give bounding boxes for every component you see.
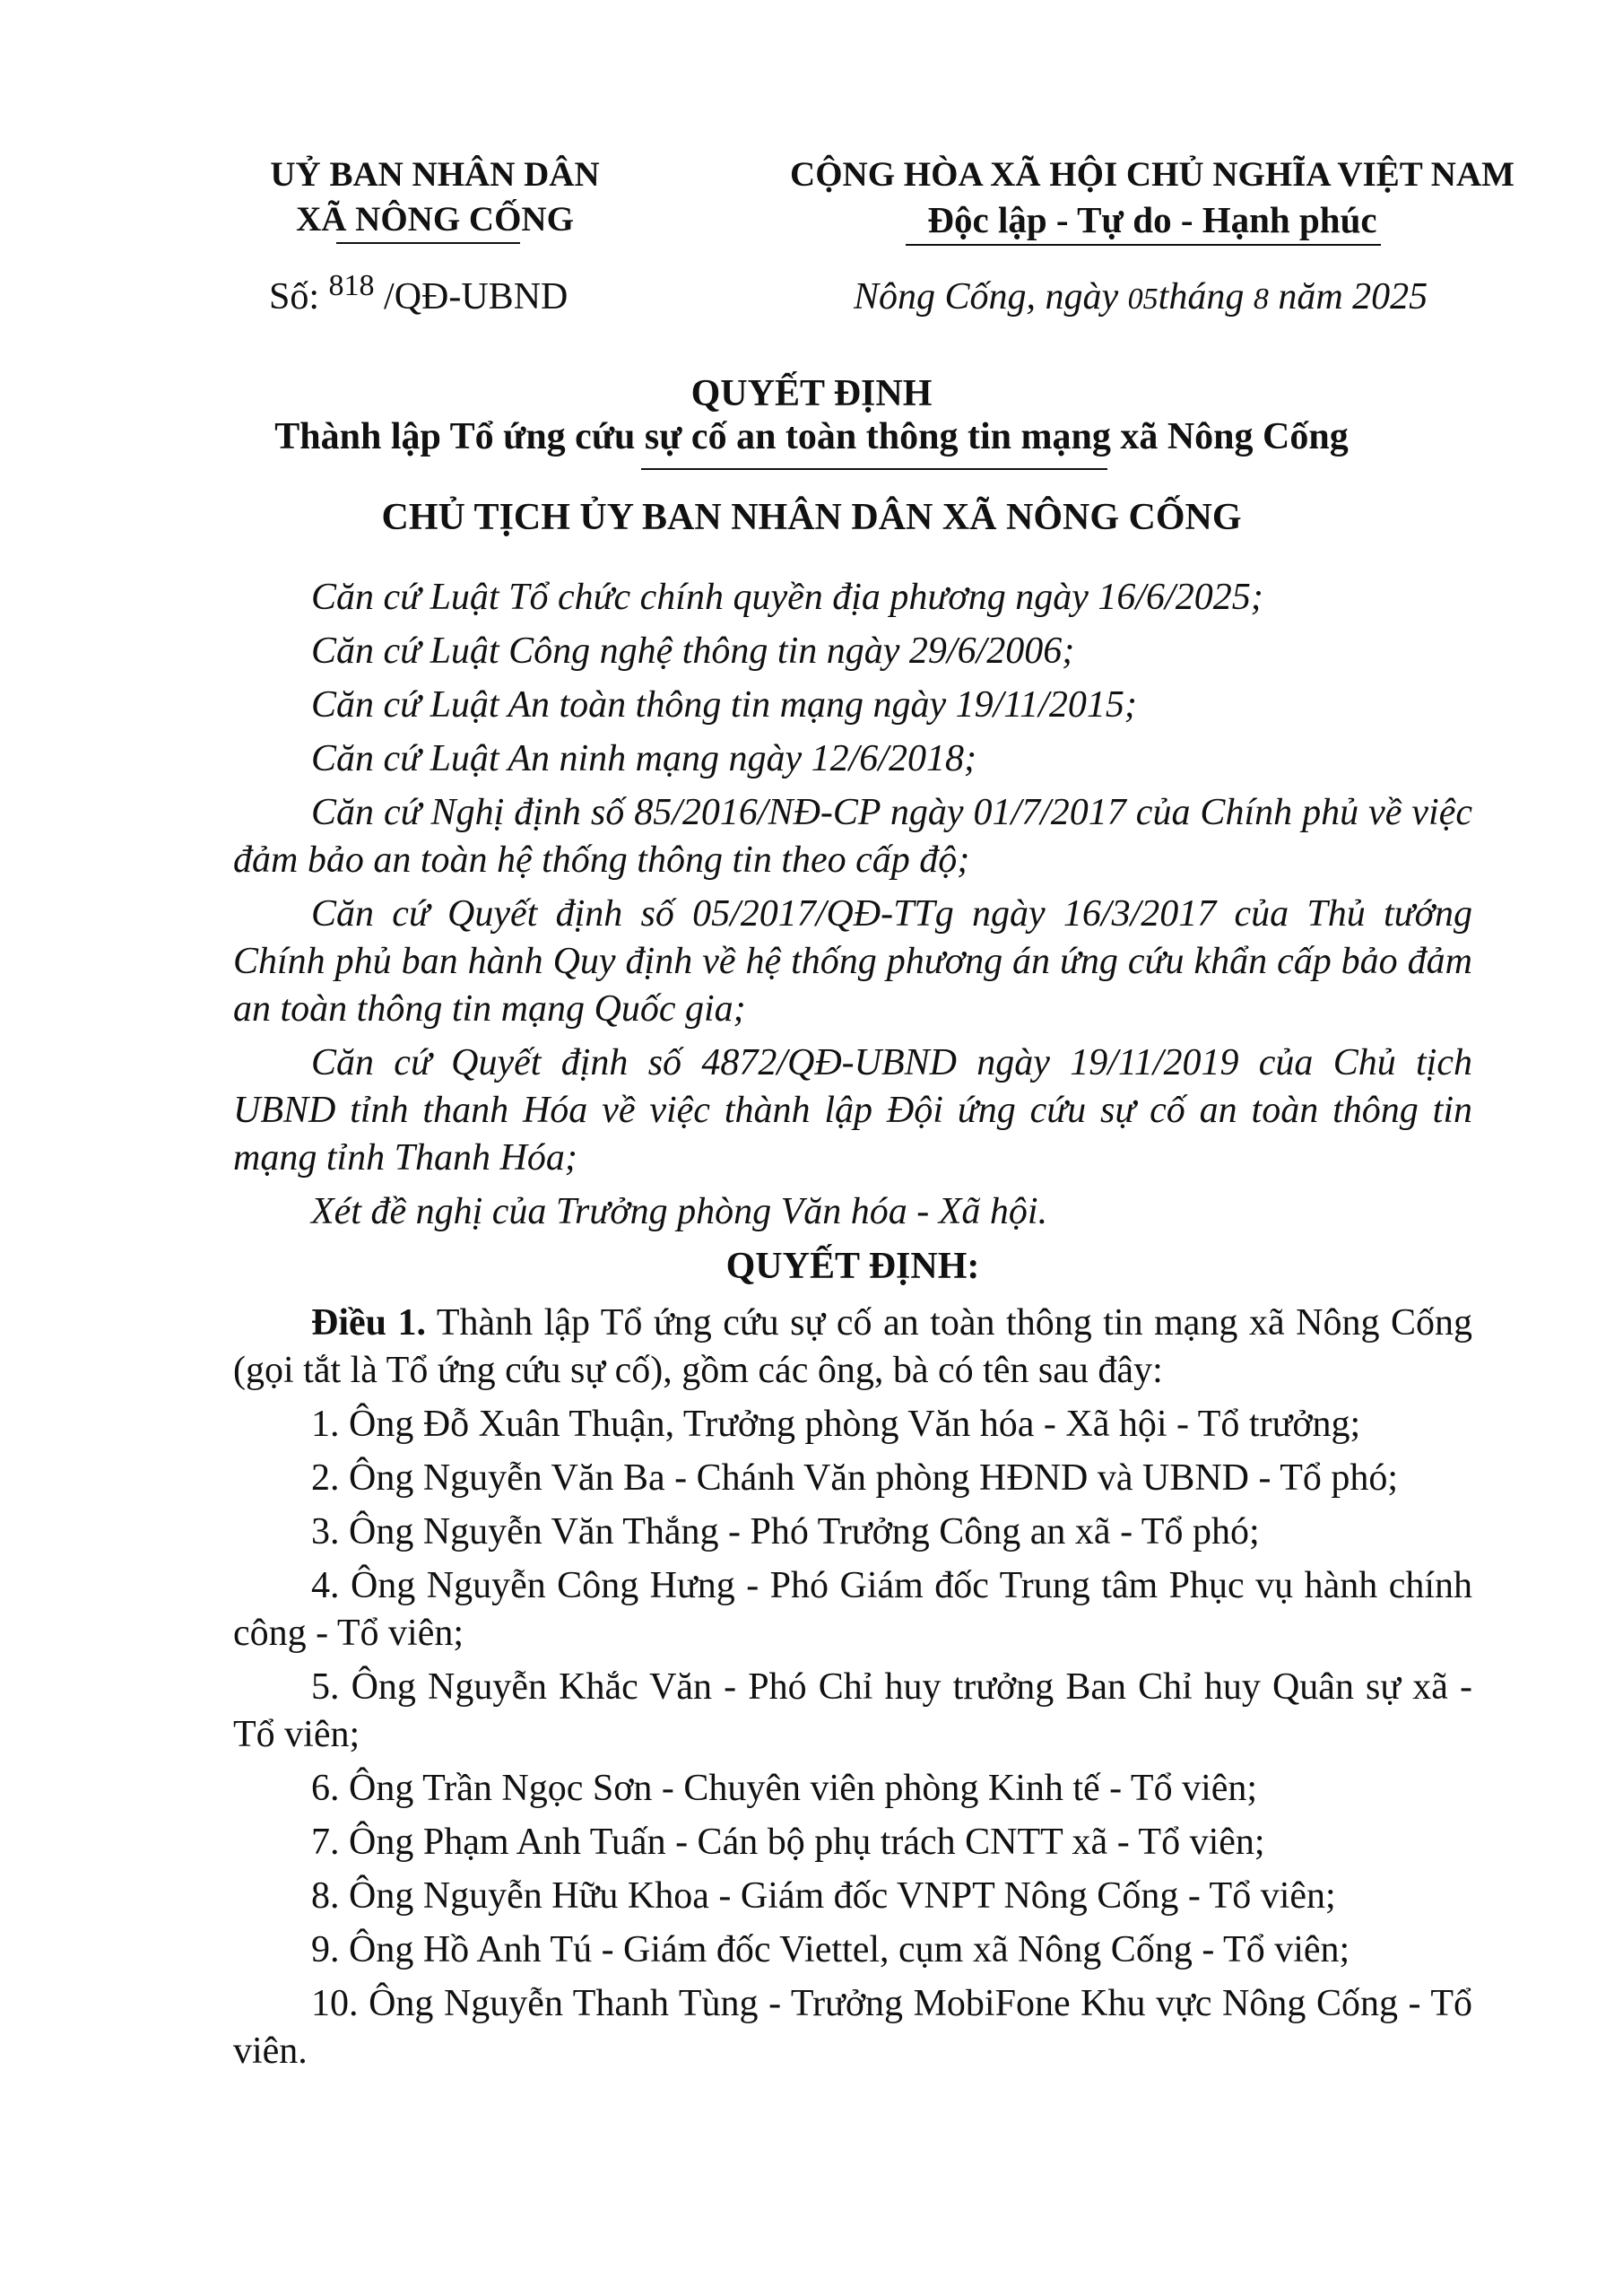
date-day: 05	[1127, 283, 1159, 316]
subject-underline	[641, 468, 1107, 470]
member-item: 2. Ông Nguyễn Văn Ba - Chánh Văn phòng HĐND và UBND - Tổ phó;	[311, 1457, 1399, 1499]
date-prefix: Nông Cống, ngày	[854, 276, 1128, 317]
member-item: 10. Ông Nguyễn Thanh Tùng - Trưởng MobiFone Khu vực Nông Cống - Tổ viên.	[233, 1983, 1472, 2072]
legal-basis: Căn cứ Luật Công nghệ thông tin ngày 29/6/2006;	[311, 631, 1075, 672]
member-item: 3. Ông Nguyễn Văn Thắng - Phó Trưởng Công an xã - Tổ phó;	[311, 1511, 1260, 1552]
legal-basis: Căn cứ Nghị định số 85/2016/NĐ-CP ngày 01/7/2017 của Chính phủ về việc đảm bảo an toàn hệ thống thông tin theo cấp độ;	[233, 792, 1472, 881]
member-item: 9. Ông Hồ Anh Tú - Giám đốc Viettel, cụm xã Nông Cống - Tổ viên;	[311, 1929, 1350, 1970]
national-heading	[758, 152, 1547, 242]
article-1-label: Điều 1.	[311, 1302, 427, 1344]
national-motto: Độc lập - Tự do - Hạnh phúc	[927, 199, 1377, 240]
document-body	[233, 574, 1472, 2082]
decision-heading: QUYẾT ĐỊNH:	[725, 1246, 980, 1287]
member-item: 5. Ông Nguyễn Khắc Văn - Phó Chỉ huy trưởng Ban Chỉ huy Quân sự xã - Tổ viên;	[233, 1666, 1472, 1755]
legal-basis: Căn cứ Luật An toàn thông tin mạng ngày 19/11/2015;	[311, 684, 1137, 726]
number-suffix: /QĐ-UBND	[374, 276, 568, 317]
document-date	[854, 275, 1428, 318]
member-item: 6. Ông Trần Ngọc Sơn - Chuyên viên phòng Kinh tế - Tổ viên;	[311, 1768, 1258, 1809]
issuing-agency	[224, 152, 646, 242]
legal-basis: Căn cứ Quyết định số 05/2017/QĐ-TTg ngày 16/3/2017 của Thủ tướng Chính phủ ban hành Quy định về hệ thống phương án ứng cứu khẩn cấp bảo đảm an toàn thông tin mạng Quốc gia;	[233, 893, 1472, 1030]
member-item: 7. Ông Phạm Anh Tuấn - Cán bộ phụ trách CNTT xã - Tổ viên;	[311, 1822, 1265, 1863]
document-number	[269, 269, 568, 318]
article-1-text: Thành lập Tổ ứng cứu sự cố an toàn thông tin mạng xã Nông Cống (gọi tắt là Tổ ứng cứu sự cố), gồm các ông, bà có tên sau đây:	[233, 1302, 1473, 1391]
number-prefix: Số:	[269, 276, 329, 317]
date-month: 8	[1253, 283, 1269, 316]
proposal-basis: Xét đề nghị của Trưởng phòng Văn hóa - Xã hội.	[311, 1191, 1048, 1232]
nation-line-1: CỘNG HÒA XÃ HỘI CHỦ NGHĨA VIỆT NAM	[790, 155, 1515, 194]
legal-basis: Căn cứ Luật An ninh mạng ngày 12/6/2018;	[311, 738, 976, 779]
agency-underline	[336, 242, 520, 244]
member-item: 1. Ông Đỗ Xuân Thuận, Trưởng phòng Văn hóa - Xã hội - Tổ trưởng;	[311, 1404, 1361, 1445]
date-suffix: năm 2025	[1268, 276, 1428, 317]
agency-line-2: XÃ NÔNG CỐNG	[296, 200, 574, 239]
date-mid: tháng	[1158, 276, 1254, 317]
number-value: 818	[328, 269, 375, 302]
agency-line-1: UỶ BAN NHÂN DÂN	[270, 155, 600, 194]
legal-basis: Căn cứ Quyết định số 4872/QĐ-UBND ngày 19/11/2019 của Chủ tịch UBND tỉnh thanh Hóa về việc thành lập Đội ứng cứu sự cố an toàn thông tin mạng tỉnh Thanh Hóa;	[233, 1042, 1472, 1178]
article-1	[233, 1300, 1472, 1395]
document-subject: Thành lập Tổ ứng cứu sự cố an toàn thông tin mạng xã Nông Cống	[274, 416, 1349, 457]
legal-basis: Căn cứ Luật Tổ chức chính quyền địa phương ngày 16/6/2025;	[311, 577, 1263, 618]
motto-underline	[906, 244, 1381, 246]
document-title: QUYẾT ĐỊNH	[690, 373, 933, 414]
member-item: 4. Ông Nguyễn Công Hưng - Phó Giám đốc Trung tâm Phục vụ hành chính công - Tổ viên;	[233, 1565, 1472, 1654]
issuer-title: CHỦ TỊCH ỦY BAN NHÂN DÂN XÃ NÔNG CỐNG	[381, 497, 1242, 538]
member-item: 8. Ông Nguyễn Hữu Khoa - Giám đốc VNPT Nông Cống - Tổ viên;	[311, 1875, 1336, 1917]
